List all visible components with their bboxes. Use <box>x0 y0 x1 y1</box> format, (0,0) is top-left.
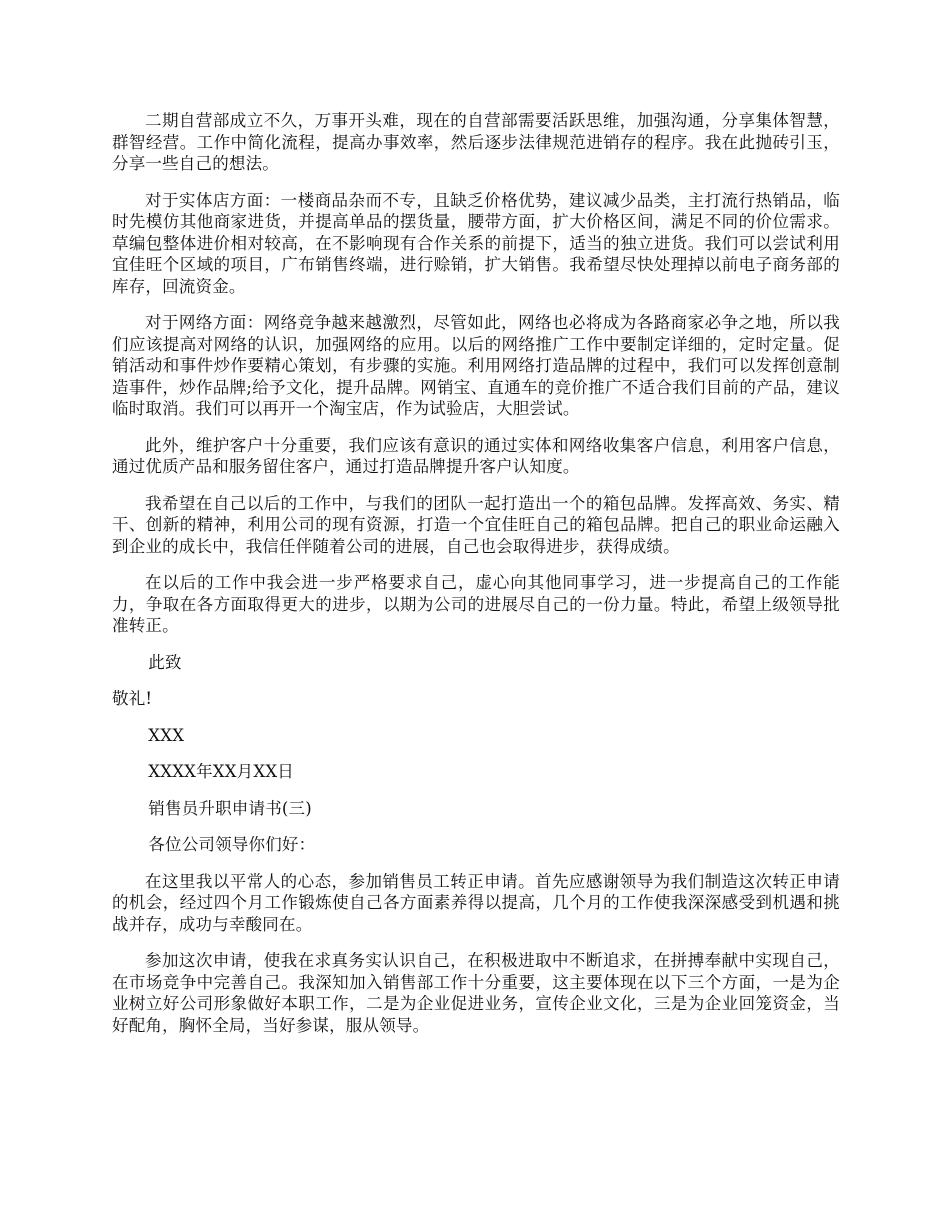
salutation: 各位公司领导你们好： <box>148 835 316 854</box>
date: XXXX年XX月XX日 <box>148 762 294 781</box>
paragraph: 对于实体店方面：一楼商品杂而不专，且缺乏价格优势，建议减少品类，主打流行热销品，临时先模仿其他商家进货，并提高单品的摆货量，腰带方面，扩大价格区间，满足不同的价位需求。草编包整体进价相对较高，在不影响现有合作关系的前提下，适当的独立进货。我们可以尝试利用宜佳旺个区域的项目，广布销售终端，进行赊销，扩大销售。我希望尽快处理掉以前电子商务部的库存，回流资金。 <box>112 190 840 296</box>
document-body <box>112 110 840 1051</box>
paragraph: 此外，维护客户十分重要，我们应该有意识的通过实体和网络收集客户信息，利用客户信息，通过优质产品和服务留住客户，通过打造品牌提升客户认知度。 <box>112 435 840 476</box>
section-title: 销售员升职申请书(三) <box>148 798 312 818</box>
paragraph: 我希望在自己以后的工作中，与我们的团队一起打造出一个的箱包品牌。发挥高效、务实、精干、创新的精神，利用公司的现有资源，打造一个宜佳旺自己的箱包品牌。把自己的职业命运融入到企业的成长中，我信任伴随着公司的进展，自己也会取得进步，获得成绩。 <box>112 493 840 556</box>
paragraph: 对于网络方面：网络竞争越来越激烈，尽管如此，网络也必将成为各路商家必争之地，所以我们应该提高对网络的认识，加强网络的应用。以后的网络推广工作中要制定详细的，定时定量。促销活动和事件炒作要精心策划，有步骤的实施。利用网络打造品牌的过程中，我们可以发挥创意制造事件，炒作品牌;给予文化，提升品牌。网销宝、直通车的竞价推广不适合我们目前的产品，建议临时取消。我们可以再开一个淘宝店，作为试验店，大胆尝试。 <box>112 313 840 418</box>
paragraph: 二期自营部成立不久，万事开头难，现在的自营部需要活跃思维，加强沟通，分享集体智慧，群智经营。工作中简化流程，提高办事效率，然后逐步法律规范进销存的程序。我在此抛砖引玉，分享一些自己的想法。 <box>112 111 840 173</box>
closing-salute: 敬礼! <box>112 689 153 708</box>
closing-line: 此致 <box>148 652 182 672</box>
paragraph: 参加这次申请，使我在求真务实认识自己，在积极进取中不断追求，在拼搏奉献中实现自己，在市场竞争中完善自己。我深知加入销售部工作十分重要，这主要体现在以下三个方面，一是为企业树立好公司形象做好本职工作，二是为企业促进业务，宣传企业文化，三是为企业回笼资金，当好配角，胸怀全局，当好参谋，服从领导。 <box>112 951 840 1035</box>
signature: XXX <box>148 725 185 745</box>
paragraph: 在以后的工作中我会进一步严格要求自己，虚心向其他同事学习，进一步提高自己的工作能力，争取在各方面取得更大的进步，以期为公司的进展尽自己的一份力量。特此，希望上级领导批准转正。 <box>112 573 840 635</box>
paragraph: 在这里我以平常人的心态，参加销售员工转正申请。首先应感谢领导为我们制造这次转正申请的机会，经过四个月工作锻炼使自己各方面素养得以提高，几个月的工作使我深深感受到机遇和挑战并存，成功与幸酸同在。 <box>112 871 840 934</box>
